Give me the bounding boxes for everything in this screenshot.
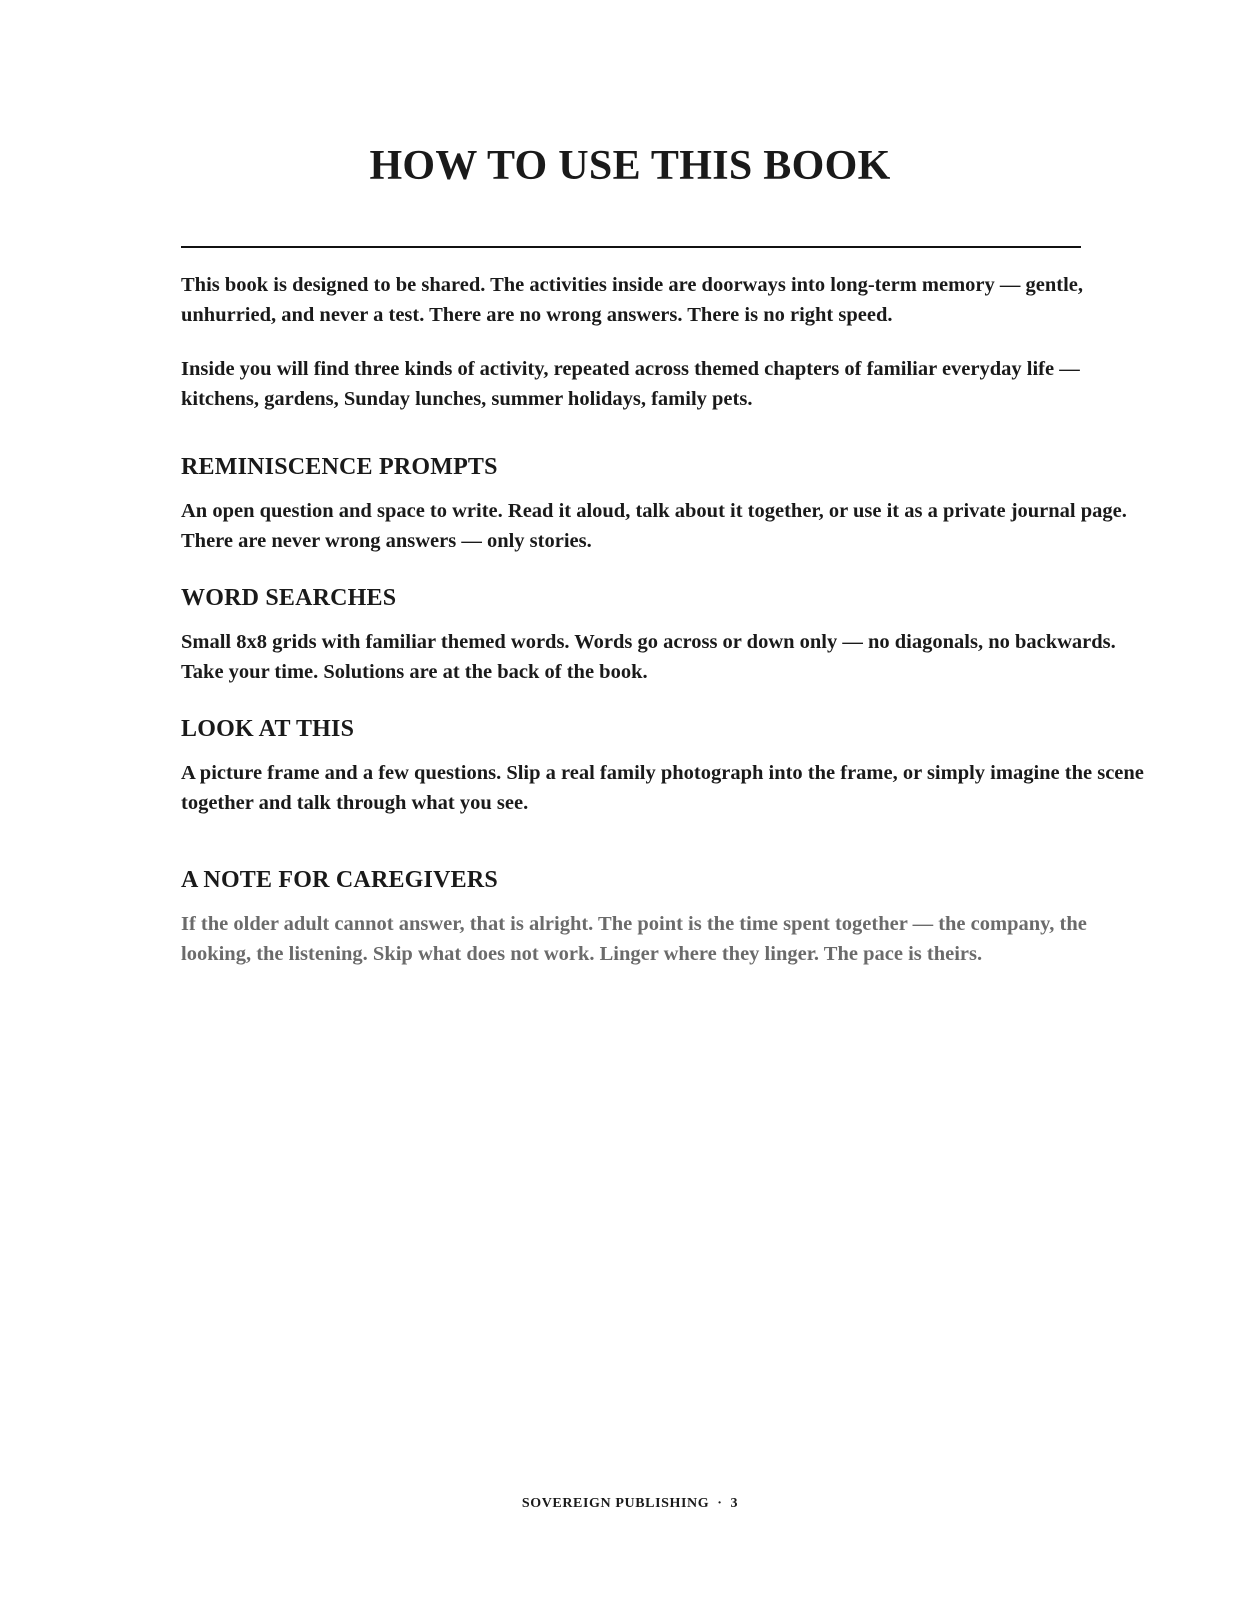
page-footer [0, 1496, 1260, 1512]
section-heading: A NOTE FOR CAREGIVERS [181, 867, 498, 893]
section-caregiver-note [181, 865, 1161, 969]
intro-paragraph-1: This book is designed to be shared. The activities inside are doorways into long-term memory — gentle, unhurried, and never a test. There are no wrong answers. There is no right speed. [181, 274, 1083, 326]
section-heading: REMINISCENCE PROMPTS [181, 454, 498, 480]
section-heading: LOOK AT THIS [181, 716, 355, 742]
page-number: 3 [730, 1496, 739, 1511]
page-content [181, 270, 1161, 996]
title-divider [181, 246, 1081, 248]
footer-separator: · [717, 1496, 723, 1511]
section-reminiscence-prompts [181, 452, 1161, 556]
section-heading: WORD SEARCHES [181, 585, 397, 611]
caregiver-note-body: If the older adult cannot answer, that is alright. The point is the time spent together — the company, the looking, the listening. Skip what does not work. Linger where they linger. The pace is theirs. [181, 913, 1087, 965]
intro-paragraph-2: Inside you will find three kinds of activity, repeated across themed chapters of familiar everyday life — kitchens, gardens, Sunday lunches, summer holidays, family pets. [181, 358, 1080, 410]
section-body: An open question and space to write. Read it aloud, talk about it together, or use it as a private journal page. There are never wrong answers — only stories. [181, 500, 1127, 552]
page-title: HOW TO USE THIS BOOK [369, 143, 891, 189]
publisher-name: SOVEREIGN PUBLISHING [521, 1496, 710, 1511]
section-body: Small 8x8 grids with familiar themed words. Words go across or down only — no diagonals, no backwards. Take your time. Solutions are at the back of the book. [181, 631, 1116, 683]
section-look-at-this [181, 714, 1161, 818]
section-body: A picture frame and a few questions. Slip a real family photograph into the frame, or simply imagine the scene together and talk through what you see. [181, 762, 1144, 814]
section-word-searches [181, 583, 1161, 687]
